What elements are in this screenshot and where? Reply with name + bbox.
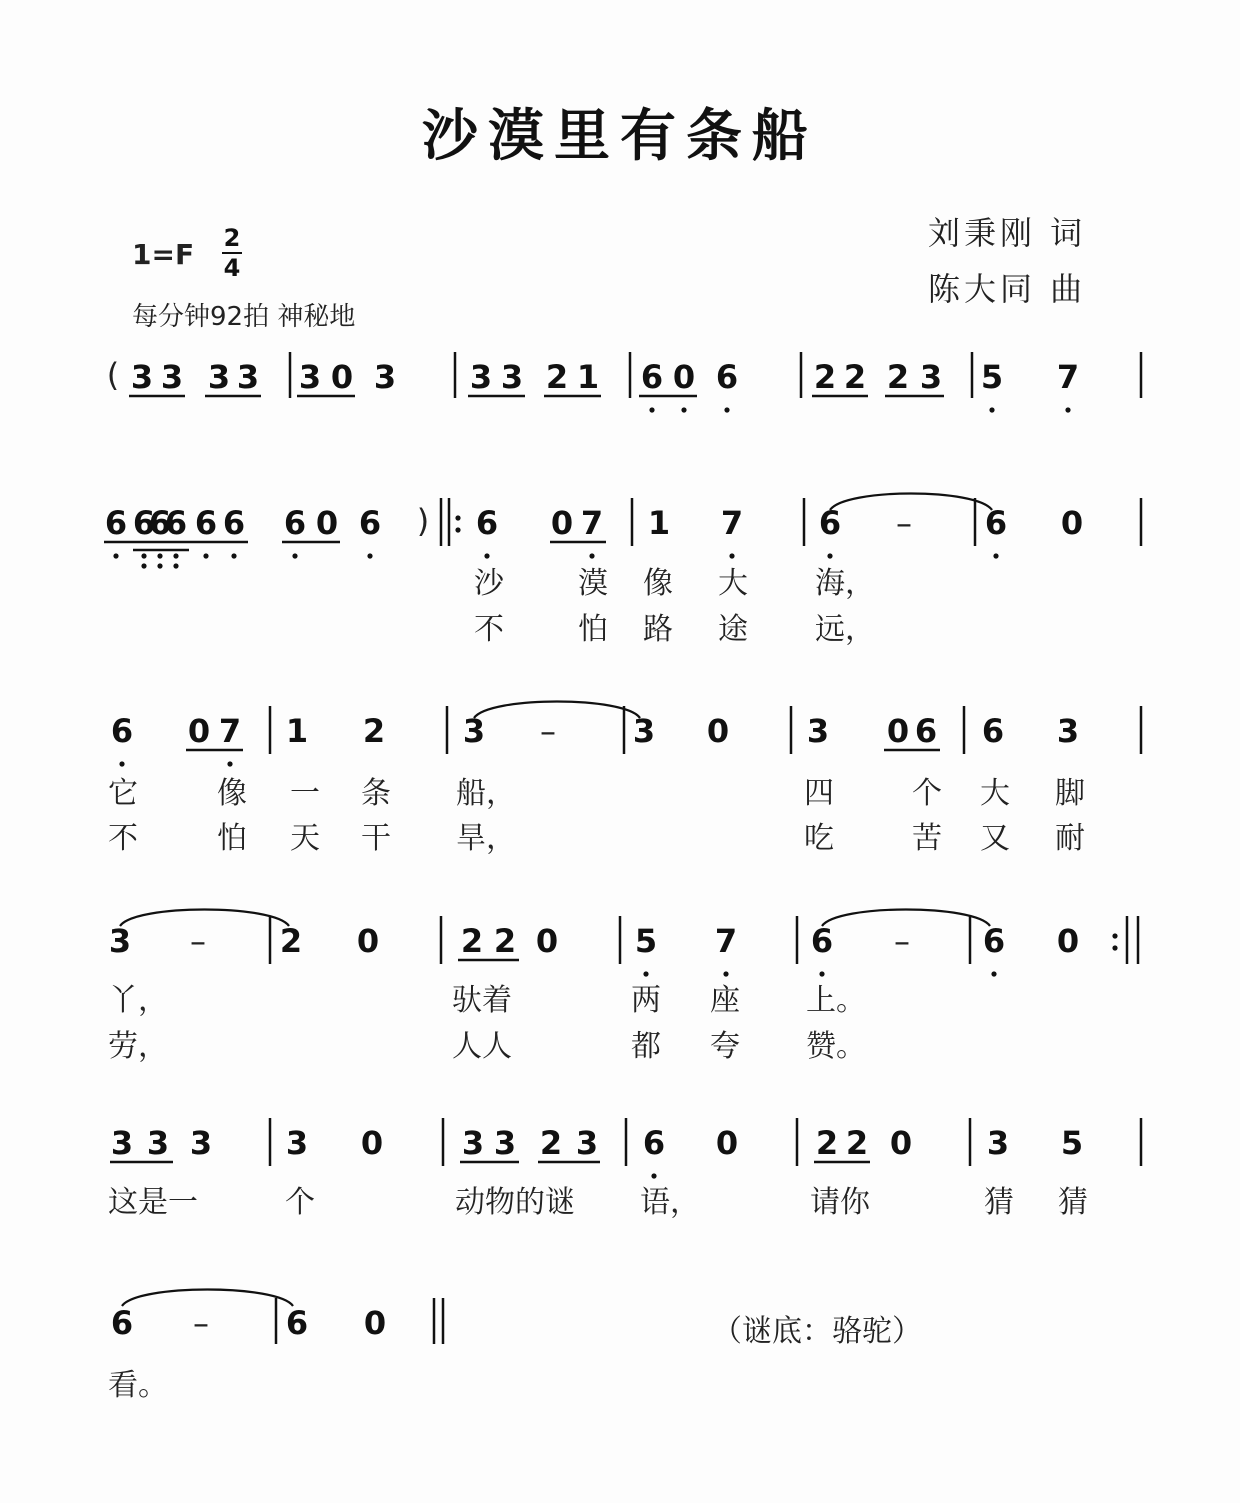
octave-dot: [651, 1173, 656, 1178]
lyric-syllable: 猜: [1058, 1185, 1088, 1220]
octave-dot: [723, 971, 728, 976]
lyric-syllable: 劳，: [108, 1029, 168, 1064]
jianpu-note: 7: [218, 712, 242, 750]
octave-dot: [367, 553, 372, 558]
jianpu-note: 6: [104, 504, 128, 542]
jianpu-note: 3: [285, 1124, 309, 1162]
jianpu-note: 6: [475, 504, 499, 542]
jianpu-note: 2: [362, 712, 386, 750]
tie-slur: [474, 702, 640, 719]
jianpu-note: 3: [207, 358, 231, 396]
octave-dot: [173, 553, 178, 558]
jianpu-note: 6: [640, 358, 664, 396]
octave-dot: [589, 553, 594, 558]
octave-dot: [141, 563, 146, 568]
octave-dot: [455, 515, 460, 520]
jianpu-note: 2: [493, 922, 517, 960]
time-signature-top: 2: [223, 224, 241, 252]
time-signature-bottom: 4: [223, 254, 241, 282]
jianpu-note: 3: [298, 358, 322, 396]
jianpu-note: 3: [919, 358, 943, 396]
octave-dot: [173, 563, 178, 568]
jianpu-note: 1: [285, 712, 309, 750]
tempo-marking: 每分钟92拍 神秘地: [132, 302, 356, 332]
lyric-syllable: 座: [710, 983, 740, 1018]
jianpu-note: 5: [1060, 1124, 1084, 1162]
sustain-dash: –: [894, 922, 910, 960]
jianpu-note: 0: [1060, 504, 1084, 542]
lyric-syllable: 脚: [1055, 776, 1085, 811]
jianpu-note: 1: [647, 504, 671, 542]
jianpu-note: 6: [148, 504, 172, 542]
octave-dot: [989, 407, 994, 412]
lyric-syllable: 看。: [108, 1368, 168, 1403]
octave-dot: [1065, 407, 1070, 412]
lyric-syllable: 像: [217, 776, 247, 811]
jianpu-note: 2: [815, 1124, 839, 1162]
jianpu-note: 0: [886, 712, 910, 750]
jianpu-note: 0: [1056, 922, 1080, 960]
jianpu-note: 0: [360, 1124, 384, 1162]
jianpu-note: 2: [843, 358, 867, 396]
sustain-dash: –: [896, 504, 912, 542]
octave-dot: [227, 761, 232, 766]
octave-dot: [1112, 945, 1117, 950]
jianpu-note: 7: [714, 922, 738, 960]
jianpu-note: 0: [535, 922, 559, 960]
jianpu-note: 0: [889, 1124, 913, 1162]
jianpu-note: 3: [146, 1124, 170, 1162]
lyric-syllable: 耐: [1055, 821, 1085, 856]
jianpu-note: 0: [672, 358, 696, 396]
jianpu-note: 6: [132, 504, 156, 542]
lyric-syllable: 路: [643, 612, 673, 647]
octave-dot: [681, 407, 686, 412]
lyric-syllable: 个: [285, 1185, 315, 1220]
jianpu-note: 0: [330, 358, 354, 396]
jianpu-note: 2: [539, 1124, 563, 1162]
jianpu-note: 0: [315, 504, 339, 542]
octave-dot: [643, 971, 648, 976]
lyric-syllable: 怕: [217, 821, 247, 856]
lyric-syllable: 请你: [810, 1185, 870, 1220]
lyric-syllable: 沙: [474, 566, 504, 601]
jianpu-note: 3: [236, 358, 260, 396]
jianpu-note: 6: [914, 712, 938, 750]
octave-dot: [231, 553, 236, 558]
octave-dot: [819, 971, 824, 976]
lyric-syllable: 船，: [456, 776, 516, 811]
jianpu-note: 6: [194, 504, 218, 542]
jianpu-note: 6: [981, 712, 1005, 750]
lyric-syllable: 一: [290, 776, 320, 811]
jianpu-note: 6: [110, 712, 134, 750]
jianpu-note: 3: [986, 1124, 1010, 1162]
jianpu-note: 0: [356, 922, 380, 960]
jianpu-note: 3: [1056, 712, 1080, 750]
octave-dot: [113, 553, 118, 558]
octave-dot: [649, 407, 654, 412]
jianpu-note: 6: [110, 1304, 134, 1342]
jianpu-note: 3: [806, 712, 830, 750]
octave-dot: [157, 563, 162, 568]
sustain-dash: –: [190, 922, 206, 960]
riddle-answer: （谜底：骆驼）: [712, 1314, 922, 1349]
jianpu-note: 6: [358, 504, 382, 542]
jianpu-note: 0: [187, 712, 211, 750]
lyric-syllable: 不: [108, 821, 138, 856]
lyric-syllable: 苦: [912, 821, 942, 856]
sustain-dash: –: [540, 712, 556, 750]
lyric-syllable: 大: [718, 566, 748, 601]
jianpu-note: 3: [632, 712, 656, 750]
jianpu-note: 2: [545, 358, 569, 396]
lyric-syllable: 天: [290, 821, 320, 856]
lyric-syllable: 怕: [578, 612, 608, 647]
jianpu-note: 0: [715, 1124, 739, 1162]
lyric-syllable: 这是一: [108, 1185, 198, 1220]
composer-credit: 陈大同 曲: [928, 270, 1087, 308]
jianpu-note: 3: [110, 1124, 134, 1162]
lyric-syllable: 都: [631, 1029, 661, 1064]
jianpu-note: 6: [642, 1124, 666, 1162]
lyric-syllable: 个: [912, 776, 942, 811]
lyric-syllable: 旱，: [456, 821, 516, 856]
jianpu-note: 6: [818, 504, 842, 542]
octave-dot: [724, 407, 729, 412]
jianpu-note: 7: [1056, 358, 1080, 396]
jianpu-note: 3: [189, 1124, 213, 1162]
jianpu-note: 2: [845, 1124, 869, 1162]
octave-dot: [729, 553, 734, 558]
lyric-syllable: 夸: [710, 1029, 740, 1064]
open-parenthesis: (: [106, 356, 120, 394]
octave-dot: [991, 971, 996, 976]
close-parenthesis: ): [416, 502, 430, 540]
jianpu-note: 6: [164, 504, 188, 542]
octave-dot: [993, 553, 998, 558]
octave-dot: [455, 527, 460, 532]
jianpu-note: 3: [108, 922, 132, 960]
octave-dot: [141, 553, 146, 558]
lyric-syllable: 海，: [815, 566, 875, 601]
octave-dot: [203, 553, 208, 558]
jianpu-note: 3: [469, 358, 493, 396]
octave-dot: [292, 553, 297, 558]
jianpu-note: 3: [130, 358, 154, 396]
lyric-syllable: 大: [980, 776, 1010, 811]
lyricist-credit: 刘秉刚 词: [928, 214, 1087, 252]
jianpu-note: 3: [500, 358, 524, 396]
sustain-dash: –: [193, 1304, 209, 1342]
jianpu-note: 2: [279, 922, 303, 960]
lyric-syllable: 条: [361, 776, 391, 811]
octave-dot: [827, 553, 832, 558]
lyric-syllable: 上。: [806, 983, 866, 1018]
lyric-syllable: 又: [980, 821, 1010, 856]
jianpu-note: 0: [363, 1304, 387, 1342]
jianpu-note: 2: [460, 922, 484, 960]
jianpu-note: 6: [984, 504, 1008, 542]
jianpu-note: 2: [886, 358, 910, 396]
jianpu-note: 5: [980, 358, 1004, 396]
lyric-syllable: 驮着: [452, 983, 512, 1018]
song-title: 沙漠里有条船: [422, 103, 818, 169]
lyric-syllable: 漠: [578, 566, 608, 601]
lyric-syllable: 语，: [640, 1185, 700, 1220]
key-signature: 1=F: [132, 238, 195, 271]
lyric-syllable: 干: [361, 821, 391, 856]
jianpu-note: 6: [810, 922, 834, 960]
jianpu-note: 6: [222, 504, 246, 542]
lyric-syllable: 丫，: [108, 983, 168, 1018]
lyric-syllable: 吃: [804, 821, 834, 856]
lyric-syllable: 动物的谜: [455, 1185, 575, 1220]
lyric-syllable: 两: [631, 983, 661, 1018]
jianpu-note: 3: [160, 358, 184, 396]
lyric-syllable: 人人: [452, 1029, 512, 1064]
lyric-syllable: 四: [804, 776, 834, 811]
octave-dot: [1112, 933, 1117, 938]
jianpu-note: 2: [813, 358, 837, 396]
jianpu-note: 6: [982, 922, 1006, 960]
jianpu-note: 3: [575, 1124, 599, 1162]
jianpu-note: 7: [720, 504, 744, 542]
lyric-syllable: 不: [474, 612, 504, 647]
lyric-syllable: 远，: [815, 612, 875, 647]
jianpu-note: 3: [462, 712, 486, 750]
jianpu-note: 3: [373, 358, 397, 396]
lyric-syllable: 像: [643, 566, 673, 601]
lyric-syllable: 它: [108, 776, 138, 811]
jianpu-note: 3: [493, 1124, 517, 1162]
jianpu-note: 7: [580, 504, 604, 542]
jianpu-note: 1: [576, 358, 600, 396]
octave-dot: [484, 553, 489, 558]
jianpu-note: 6: [285, 1304, 309, 1342]
octave-dot: [119, 761, 124, 766]
jianpu-note: 6: [283, 504, 307, 542]
jianpu-note: 3: [461, 1124, 485, 1162]
jianpu-note: 0: [550, 504, 574, 542]
lyric-syllable: 途: [718, 612, 748, 647]
jianpu-note: 5: [634, 922, 658, 960]
jianpu-note: 0: [706, 712, 730, 750]
lyric-syllable: 赞。: [806, 1029, 866, 1064]
lyric-syllable: 猜: [984, 1185, 1014, 1220]
jianpu-note: 6: [715, 358, 739, 396]
octave-dot: [157, 553, 162, 558]
